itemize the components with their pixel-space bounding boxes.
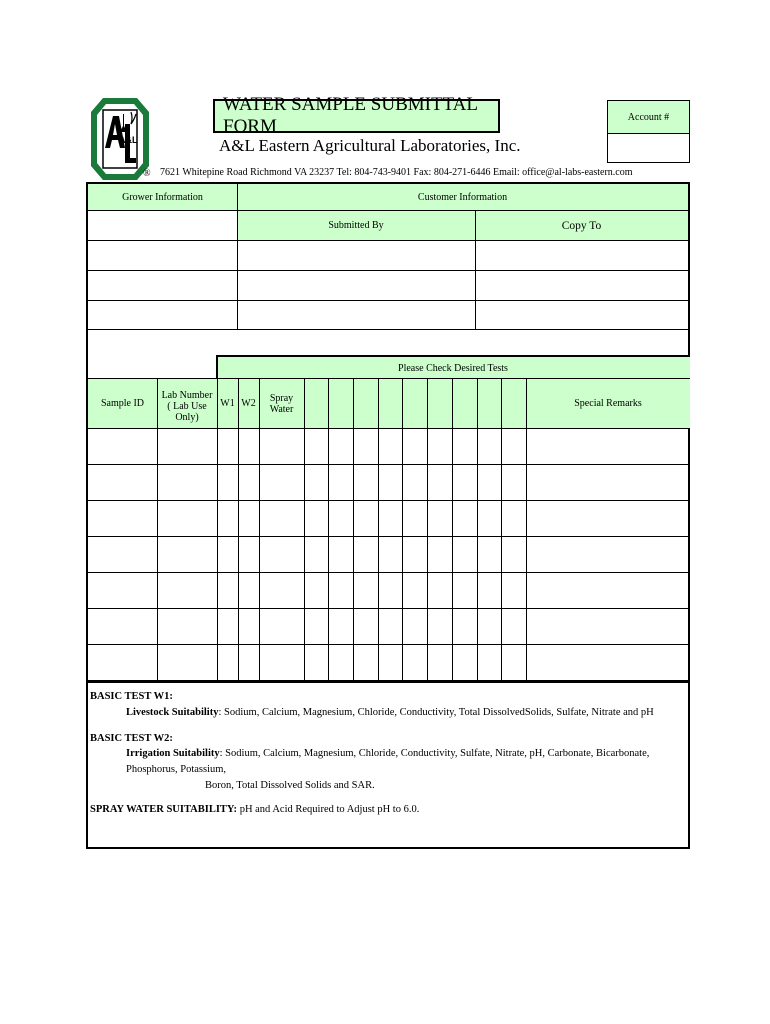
- check-tests-label: Please Check Desired Tests: [398, 362, 508, 374]
- grower-field-1[interactable]: [88, 211, 237, 240]
- w1-tests: : Sodium, Calcium, Magnesium, Chloride, Conductivity, Total DissolvedSolids, Sulfate, Nitrate and pH: [218, 706, 654, 718]
- copy-to-field-3[interactable]: [476, 301, 688, 330]
- sample-row-3[interactable]: [88, 501, 690, 536]
- w1-column-label: W1: [220, 398, 235, 409]
- submitted-by-label: Submitted By: [328, 220, 384, 231]
- w2-heading: BASIC TEST W2:: [90, 732, 173, 744]
- grower-field-3[interactable]: [88, 271, 237, 300]
- sample-row-1[interactable]: [88, 429, 690, 464]
- lab-use-only-label: ( Lab Use Only): [167, 401, 207, 423]
- w1-heading: BASIC TEST W1:: [90, 691, 173, 702]
- logo-text: A&L: [119, 135, 138, 145]
- sample-row-2[interactable]: [88, 465, 690, 500]
- submitted-by-field-2[interactable]: [238, 271, 475, 300]
- lab-number-label: Lab Number: [161, 389, 213, 401]
- w2-tests: : Sodium, Calcium, Magnesium, Chloride, Conductivity, Sulfate, Nitrate, pH, Carbonate, Bicarbonate, Phosphorus, Potassium,: [126, 748, 650, 775]
- grower-info-label: Grower Information: [122, 191, 203, 203]
- registered-mark: ®: [143, 168, 151, 179]
- grower-customer-section: [86, 182, 690, 330]
- form-title: WATER SAMPLE SUBMITTAL FORM: [213, 99, 500, 133]
- spray-tests: pH and Acid Required to Adjust pH to 6.0.: [237, 803, 420, 815]
- w2-name: Irrigation Suitability: [126, 748, 220, 760]
- account-label: Account #: [607, 100, 690, 134]
- copy-to-field-1[interactable]: [476, 241, 688, 270]
- customer-info-label: Customer Information: [417, 191, 508, 203]
- grower-field-2[interactable]: [88, 241, 237, 270]
- copy-to-label: Copy To: [561, 219, 602, 232]
- sample-id-label: Sample ID: [100, 398, 145, 409]
- company-address: 7621 Whitepine Road Richmond VA 23237 Tel: 804-743-9401 Fax: 804-271-6446 Email: office@al-labs-eastern.com: [160, 167, 633, 178]
- grower-field-4[interactable]: [88, 301, 237, 330]
- company-name: A&L Eastern Agricultural Laboratories, Inc.: [219, 136, 521, 155]
- sample-row-6[interactable]: [88, 609, 690, 644]
- w2-column-label: W2: [241, 398, 256, 409]
- sample-row-7[interactable]: [88, 645, 690, 681]
- spray-description: [90, 802, 688, 818]
- al-logo: [89, 96, 151, 182]
- sample-row-5[interactable]: [88, 573, 690, 608]
- w2-description: [90, 746, 688, 778]
- copy-to-field-2[interactable]: [476, 271, 688, 300]
- sample-row-4[interactable]: [88, 537, 690, 572]
- account-number-field[interactable]: [607, 133, 690, 163]
- submitted-by-field-3[interactable]: [238, 301, 475, 330]
- w2-tests-continued: Boron, Total Dissolved Solids and SAR.: [205, 779, 375, 791]
- w1-name: Livestock Suitability: [126, 706, 219, 718]
- submitted-by-field-1[interactable]: [238, 241, 475, 270]
- test-descriptions: [86, 681, 690, 849]
- spray-heading: SPRAY WATER SUITABILITY:: [90, 803, 238, 815]
- special-remarks-label: Special Remarks: [574, 398, 642, 409]
- w1-description: [90, 705, 688, 721]
- spray-water-column-label: Spray Water: [269, 392, 294, 415]
- tests-section: [86, 329, 690, 682]
